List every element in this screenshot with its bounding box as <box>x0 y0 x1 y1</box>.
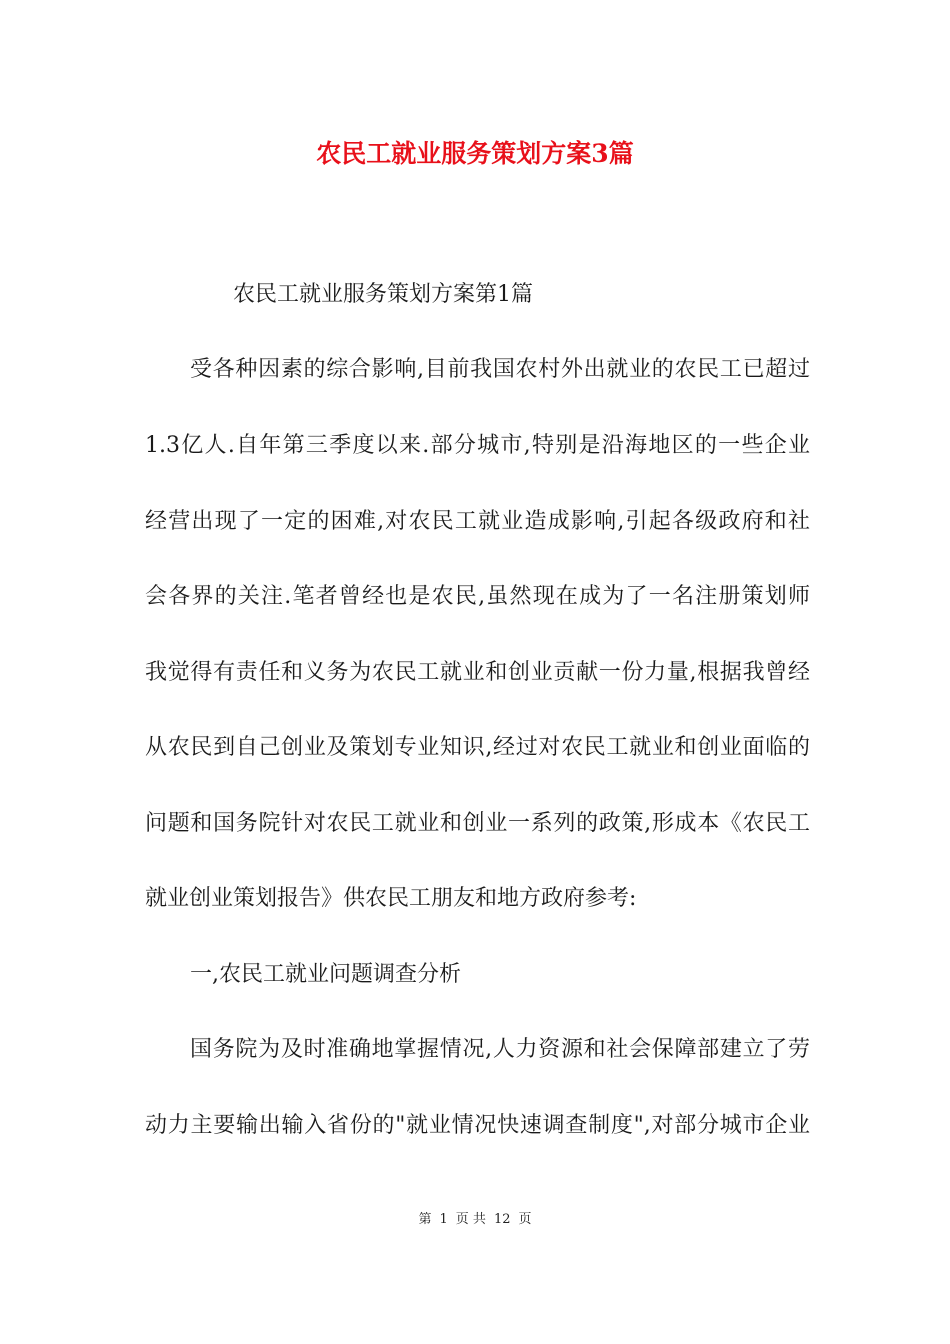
page-footer <box>0 1208 950 1227</box>
paragraph-line: 从农民到自己创业及策划专业知识,经过对农民工就业和创业面临的 <box>145 735 810 760</box>
footer-total-pages: 12 <box>493 1212 511 1227</box>
subtitle: 农民工就业服务策划方案第1篇 <box>233 282 533 307</box>
paragraph-line: 经营出现了一定的困难,对农民工就业造成影响,引起各级政府和社 <box>145 509 810 534</box>
footer-current-page: 1 <box>439 1212 448 1227</box>
paragraph-line: 问题和国务院针对农民工就业和创业一系列的政策,形成本《农民工 <box>145 811 810 836</box>
footer-mid: 页 共 <box>455 1212 486 1227</box>
footer-suffix: 页 <box>518 1212 532 1227</box>
paragraph-line: 就业创业策划报告》供农民工朋友和地方政府参考: <box>145 886 637 911</box>
paragraph-line: 动力主要输出输入省份的"就业情况快速调查制度",对部分城市企业 <box>145 1113 810 1138</box>
paragraph-line: 1.3亿人.自年第三季度以来.部分城市,特别是沿海地区的一些企业 <box>145 433 811 458</box>
paragraph-line: 国务院为及时准确地掌握情况,人力资源和社会保障部建立了劳 <box>190 1037 810 1062</box>
footer-prefix: 第 <box>418 1212 432 1227</box>
paragraph-line: 我觉得有责任和义务为农民工就业和创业贡献一份力量,根据我曾经 <box>145 660 810 685</box>
paragraph-line: 受各种因素的综合影响,目前我国农村外出就业的农民工已超过 <box>190 357 810 382</box>
document-title: 农民工就业服务策划方案3篇 <box>316 139 634 168</box>
paragraph-line: 会各界的关注.笔者曾经也是农民,虽然现在成为了一名注册策划师 <box>145 584 810 609</box>
section-heading: 一,农民工就业问题调查分析 <box>190 962 461 987</box>
